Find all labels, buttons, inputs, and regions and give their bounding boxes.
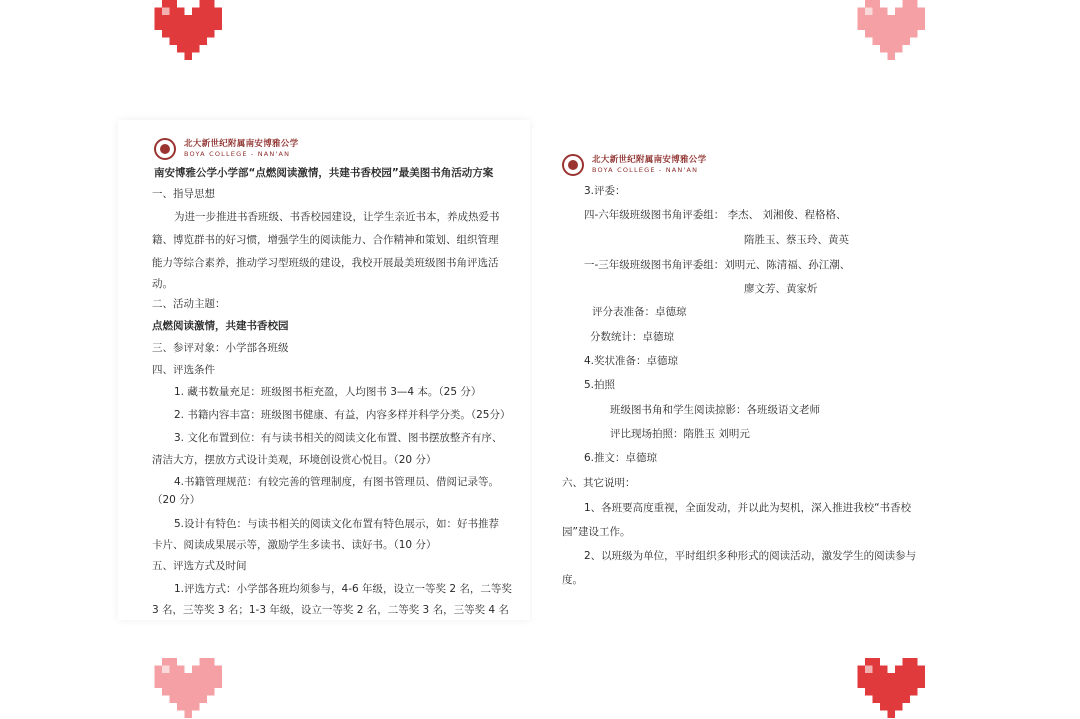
judge-names: 廖文芳、黄家炘 — [744, 283, 818, 295]
section-heading: 五、评选方式及时间 — [152, 560, 247, 572]
section-heading: 一、指导思想 — [152, 188, 215, 200]
section-item: 5.拍照 — [584, 379, 616, 391]
school-seal-icon — [154, 138, 176, 160]
paragraph-line: 2、以班级为单位，平时组织多种形式的阅读活动，激发学生的阅读参与 — [584, 550, 917, 562]
section-heading: 二、活动主题： — [152, 298, 226, 310]
heart-icon — [152, 658, 224, 718]
school-name-en: BOYA COLLEGE - NAN'AN — [592, 166, 699, 174]
task-item: 分数统计：卓德琼 — [590, 331, 674, 343]
criteria-item: 2. 书籍内容丰富：班级图书健康、有益，内容多样并科学分类。（25分） — [174, 409, 511, 421]
document-page-left — [118, 120, 530, 620]
section-item: 6.推文：卓德琼 — [584, 452, 658, 464]
paragraph-line: 卡片、阅读成果展示等，激励学生多读书、读好书。（10 分） — [152, 539, 437, 551]
section-heading: 三、参评对象：小学部各班级 — [152, 342, 289, 354]
paragraph-line: 1.评选方式：小学部各班均须参与，4-6 年级，设立一等奖 2 名，二等奖 — [174, 583, 512, 595]
judge-group: 一-三年级班级图书角评委组：刘明元、陈清福、孙江潮、 — [584, 259, 851, 271]
task-item: 评分表准备：卓德琼 — [592, 306, 687, 318]
school-logo — [154, 138, 298, 160]
paragraph-line: 3 名，三等奖 3 名；1-3 年级，设立一等奖 2 名，二等奖 3 名，三等奖 4 名 — [152, 604, 509, 616]
judge-names: 隋胜玉、蔡玉玲、黄英 — [744, 234, 849, 246]
activity-theme: 点燃阅读激情，共建书香校园 — [152, 320, 289, 332]
paragraph-line: 籍、博览群书的好习惯，增强学生的阅读能力、合作精神和策划、组织管理 — [152, 234, 499, 246]
criteria-item: 5.设计有特色：与读书相关的阅读文化布置有特色展示，如：好书推荐 — [174, 518, 500, 530]
heart-icon — [855, 0, 927, 60]
school-logo — [562, 154, 706, 176]
section-heading: 四、评选条件 — [152, 364, 215, 376]
school-name-en: BOYA COLLEGE - NAN'AN — [184, 150, 291, 158]
heart-icon — [855, 658, 927, 718]
criteria-item: 1. 藏书数量充足：班级图书柜充盈，人均图书 3—4 本。（25 分） — [174, 386, 482, 398]
paragraph-line: 清洁大方，摆放方式设计美观，环境创设赏心悦目。（20 分） — [152, 454, 437, 466]
heart-top-left-icon — [152, 0, 224, 60]
paragraph-line: 为进一步推进书香班级、书香校园建设，让学生亲近书本，养成热爱书 — [174, 211, 500, 223]
paragraph-line: 动。 — [152, 278, 173, 290]
school-name-cn: 北大新世纪附属南安博雅公学 — [592, 155, 707, 165]
heart-icon — [152, 0, 224, 60]
heart-bottom-left-icon — [152, 658, 224, 718]
school-seal-icon — [562, 154, 584, 176]
criteria-item: 4.书籍管理规范：有较完善的管理制度，有图书管理员、借阅记录等。 — [174, 476, 500, 488]
section-heading: 六、其它说明： — [562, 477, 636, 489]
heart-bottom-right-icon — [855, 658, 927, 718]
paragraph-line: 能力等综合素养，推动学习型班级的建设，我校开展最美班级图书角评选活 — [152, 257, 499, 269]
document-title: 南安博雅公学小学部“点燃阅读激情，共建书香校园”最美图书角活动方案 — [154, 167, 494, 179]
heart-top-right-icon — [855, 0, 927, 60]
criteria-item: 3. 文化布置到位：有与读书相关的阅读文化布置、图书摆放整齐有序、 — [174, 432, 503, 444]
section-item: 3.评委： — [584, 185, 626, 197]
document-page-right — [532, 128, 957, 618]
task-item: 评比现场拍照：隋胜玉 刘明元 — [610, 428, 750, 440]
paragraph-line: 度。 — [562, 574, 583, 586]
task-item: 班级图书角和学生阅读掠影：各班级语文老师 — [610, 404, 820, 416]
paragraph-line: 1、各班要高度重视，全面发动，并以此为契机，深入推进我校“书香校 — [584, 502, 912, 514]
paragraph-line: （20 分） — [152, 494, 201, 506]
school-name-cn: 北大新世纪附属南安博雅公学 — [184, 139, 299, 149]
paragraph-line: 园”建设工作。 — [562, 526, 631, 538]
section-item: 4.奖状准备：卓德琼 — [584, 355, 679, 367]
judge-group: 四-六年级班级图书角评委组： 李杰、 刘湘俊、程格格、 — [584, 209, 847, 221]
